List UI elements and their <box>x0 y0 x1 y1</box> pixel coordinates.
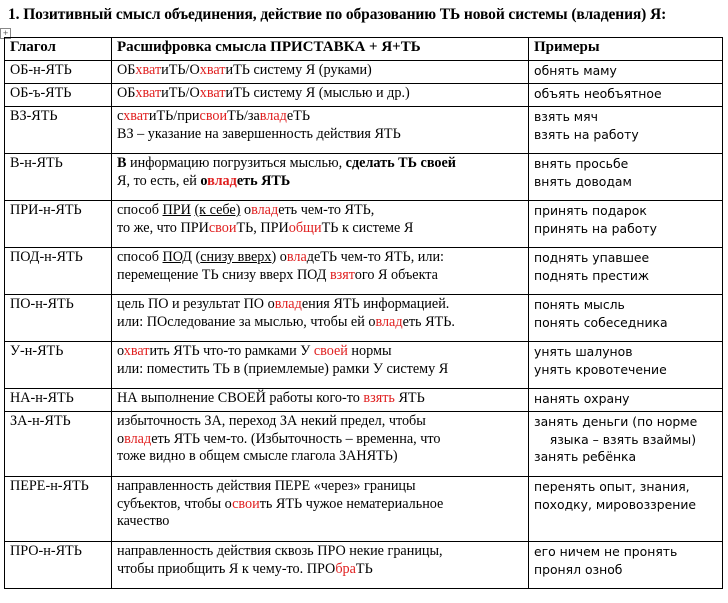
example-item: внять просьбе <box>534 156 629 171</box>
decoding-line <box>117 126 523 144</box>
text-segment: ) о <box>271 249 287 265</box>
decoding-cell <box>112 154 529 201</box>
example-item: нанять охрану <box>534 391 630 406</box>
text-segment: ить ЯТЬ что-то рамками У <box>149 343 314 359</box>
decoding-cell <box>112 295 529 342</box>
examples-cell <box>529 477 723 542</box>
text-segment: ОБ <box>117 62 136 78</box>
highlighted-root: влад <box>259 108 287 124</box>
text-segment: перемещение ТЬ снизу вверх ПОД <box>117 266 330 283</box>
decoding-line <box>117 478 523 496</box>
highlighted-root: влад <box>207 172 237 189</box>
highlighted-root: хват <box>199 85 226 101</box>
text-segment: , то есть, ей <box>126 172 201 189</box>
examples-cell <box>529 412 723 477</box>
examples-cell <box>529 542 723 589</box>
highlighted-root: свои <box>232 495 260 512</box>
decoding-cell <box>112 477 529 542</box>
verb-cell <box>5 412 112 477</box>
example-item: его ничем не пронять <box>534 544 678 559</box>
example-item: унять кровотечение <box>534 361 667 377</box>
verb-cell <box>5 154 112 201</box>
verb-label: ПРИ-н-ЯТЬ <box>10 202 82 218</box>
text-segment: ЯТЬ <box>394 390 425 406</box>
text-segment: цель ПО и результат ПО о <box>117 296 275 312</box>
example-item: принять на работу <box>534 220 657 236</box>
example-item: перенять опыт, знания, <box>534 479 690 494</box>
decoding-line <box>117 361 523 379</box>
decoding-line <box>117 343 523 361</box>
table-row <box>5 542 723 589</box>
decoding-cell <box>112 412 529 477</box>
decoding-cell <box>112 389 529 412</box>
examples-cell <box>529 61 723 84</box>
header-examples: Примеры <box>529 38 723 61</box>
verb-label: ПЕРЕ-н-ЯТЬ <box>10 478 89 494</box>
text-segment: ПРИ <box>162 202 191 218</box>
highlighted-root: влад <box>124 430 152 447</box>
decoding-line <box>117 448 523 466</box>
highlighted-root: бра <box>335 560 356 577</box>
decoding-line <box>117 173 523 191</box>
text-segment: способ <box>117 249 163 265</box>
text-segment: деТЬ чем-то ЯТЬ, или: <box>306 249 444 265</box>
verb-cell <box>5 295 112 342</box>
text-segment: о <box>240 202 252 218</box>
verb-cell <box>5 477 112 542</box>
examples-cell <box>529 389 723 412</box>
text-segment: ТЬ к системе Я <box>321 219 414 236</box>
verb-label: ПРО-н-ЯТЬ <box>10 543 82 559</box>
text-segment: ТЬ, ПРИ <box>236 219 289 236</box>
text-segment: направленность действия ПЕРЕ «через» границы <box>117 478 416 494</box>
table-row <box>5 412 723 477</box>
table-row <box>5 61 723 84</box>
text-segment: ТЬ/за <box>227 108 260 124</box>
text-segment: еТЬ <box>286 108 310 124</box>
text-segment: Я <box>117 172 127 189</box>
text-segment: ПОД <box>162 249 192 265</box>
text-segment: ого Я объекта <box>354 266 438 283</box>
example-item: унять шалунов <box>534 344 633 359</box>
highlighted-root: хват <box>123 343 150 359</box>
verb-label: У-н-ЯТЬ <box>10 343 64 359</box>
highlighted-root: свои <box>199 108 228 124</box>
verb-cell <box>5 61 112 84</box>
decoding-line <box>117 561 523 579</box>
verb-label: НА-н-ЯТЬ <box>10 390 74 406</box>
header-row <box>5 38 723 61</box>
text-segment: то же, что ПРИ <box>117 219 209 236</box>
text-segment: чтобы приобщить Я к чему-то. ПРО <box>117 560 336 577</box>
highlighted-root: своей <box>313 343 348 359</box>
decoding-cell <box>112 248 529 295</box>
decoding-line <box>117 155 523 173</box>
verb-cell <box>5 342 112 389</box>
table-row <box>5 84 723 107</box>
decoding-cell <box>112 342 529 389</box>
highlighted-root: вла <box>286 249 307 265</box>
table-row <box>5 154 723 201</box>
highlighted-root: хват <box>199 62 226 78</box>
example-item: внять доводам <box>534 173 632 189</box>
text-segment: о <box>200 172 208 189</box>
example-item: принять подарок <box>534 203 647 218</box>
text-segment: ВЗ – указание на завершенность действия ЯТЬ <box>117 125 401 142</box>
example-item: поднять престиж <box>534 267 650 283</box>
text-segment: (к себе) <box>194 202 241 218</box>
highlighted-root: влад <box>251 202 279 218</box>
text-segment: иТЬ систему Я (руками) <box>225 62 372 78</box>
verb-cell <box>5 542 112 589</box>
text-segment: иТЬ систему Я (мыслью и др.) <box>225 85 410 101</box>
decoding-line <box>117 296 523 314</box>
text-segment: иТЬ/О <box>161 85 200 101</box>
decoding-line <box>117 62 523 80</box>
decoding-cell <box>112 107 529 154</box>
text-segment: ТЬ <box>355 560 373 577</box>
text-segment: о <box>117 343 124 359</box>
decoding-line <box>117 85 523 103</box>
table-row <box>5 342 723 389</box>
decoding-line <box>117 543 523 561</box>
text-segment: способ <box>117 202 163 218</box>
verb-label: ОБ-н-ЯТЬ <box>10 62 72 78</box>
examples-cell <box>529 84 723 107</box>
example-item: языка – взять взаймы) <box>534 431 697 447</box>
decoding-cell <box>112 84 529 107</box>
verb-label: ЗА-н-ЯТЬ <box>10 413 71 429</box>
table-row <box>5 295 723 342</box>
decoding-line <box>117 413 523 431</box>
decoding-line <box>117 249 523 267</box>
decoding-cell <box>112 201 529 248</box>
highlighted-root: взят <box>329 266 355 283</box>
examples-cell <box>529 201 723 248</box>
highlighted-root: взять <box>363 390 395 406</box>
table-row <box>5 477 723 542</box>
highlighted-root: хват <box>135 85 162 101</box>
examples-cell <box>529 248 723 295</box>
highlighted-root: влад <box>274 296 302 312</box>
verb-cell <box>5 389 112 412</box>
decoding-cell <box>112 542 529 589</box>
text-segment: еть ЯТЬ чем-то. (Избыточность – временна, что <box>151 430 441 447</box>
examples-cell <box>529 154 723 201</box>
highlighted-root: влад <box>375 313 403 330</box>
text-segment: качество <box>117 513 170 529</box>
text-segment: иТЬ/при <box>148 108 200 124</box>
text-segment: или: ПОследование за мыслью, чтобы ей о <box>117 313 376 330</box>
text-segment: сделать ТЬ своей <box>345 155 456 171</box>
highlighted-root: хват <box>123 108 149 124</box>
text-segment: или: поместить ТЬ в (приемлемые) рамки У систему Я <box>117 360 449 377</box>
decoding-line <box>117 513 523 531</box>
example-item: обнять маму <box>534 63 617 78</box>
example-item: понять мысль <box>534 297 625 312</box>
example-item: занять деньги (по норме <box>534 414 698 429</box>
text-segment: еть ЯТЬ <box>236 172 291 189</box>
decoding-line <box>117 431 523 449</box>
section-title: 1. Позитивный смысл объединения, действие по образованию ТЬ новой системы (владения) Я: <box>8 6 667 23</box>
header-verb: Глагол <box>5 38 112 61</box>
decoding-line <box>117 390 523 408</box>
text-segment: иТЬ/О <box>161 62 200 78</box>
table-row <box>5 389 723 412</box>
table-row <box>5 201 723 248</box>
text-segment: информацию погрузиться мыслью, <box>126 155 346 171</box>
examples-cell <box>529 107 723 154</box>
table-move-handle-icon[interactable]: + <box>0 28 11 39</box>
text-segment: с <box>117 108 124 124</box>
text-segment: НА выполнение СВОЕЙ работы кого-то <box>117 390 364 406</box>
header-decoding: Расшифровка смысла ПРИСТАВКА + Я+ТЬ <box>112 38 529 61</box>
prefix-table <box>4 37 723 589</box>
highlighted-root: общи <box>288 219 322 236</box>
example-item: пронял озноб <box>534 561 623 577</box>
text-segment: ения ЯТЬ информацией. <box>301 296 450 312</box>
text-segment: избыточность ЗА, переход ЗА некий предел, чтобы <box>117 413 426 429</box>
example-item: объять необъятное <box>534 86 662 101</box>
verb-cell <box>5 84 112 107</box>
text-segment: ОБ <box>117 85 136 101</box>
example-item: понять собеседника <box>534 314 668 330</box>
decoding-line <box>117 220 523 238</box>
text-segment: направленность действия сквозь ПРО некие границы, <box>117 543 443 559</box>
text-segment: ( <box>191 249 201 265</box>
verb-label: ОБ-ъ-ЯТЬ <box>10 85 72 101</box>
decoding-line <box>117 202 523 220</box>
examples-cell <box>529 342 723 389</box>
decoding-line <box>117 496 523 514</box>
text-segment: снизу вверх <box>200 249 272 265</box>
verb-label: ПОД-н-ЯТЬ <box>10 249 83 265</box>
verb-cell <box>5 248 112 295</box>
table-row <box>5 107 723 154</box>
table-row <box>5 248 723 295</box>
verb-label: ПО-н-ЯТЬ <box>10 296 74 312</box>
example-item: занять ребёнка <box>534 449 637 464</box>
verb-label: В-н-ЯТЬ <box>10 155 63 171</box>
text-segment: нормы <box>347 343 392 359</box>
example-item: походку, мировоззрение <box>534 496 697 512</box>
verb-cell <box>5 107 112 154</box>
highlighted-root: хват <box>135 62 162 78</box>
text-segment: тоже видно в общем смысле глагола ЗАНЯТЬ) <box>117 448 398 464</box>
decoding-line <box>117 314 523 332</box>
decoding-line <box>117 267 523 285</box>
example-item: взять на работу <box>534 126 639 142</box>
verb-cell <box>5 201 112 248</box>
decoding-cell <box>112 61 529 84</box>
highlighted-root: свои <box>208 219 237 236</box>
decoding-line <box>117 108 523 126</box>
text-segment: В <box>117 155 127 171</box>
text-segment: о <box>117 430 125 447</box>
example-item: поднять упавшее <box>534 250 650 265</box>
verb-label: ВЗ-ЯТЬ <box>10 108 58 124</box>
examples-cell <box>529 295 723 342</box>
text-segment: еть ЯТЬ. <box>402 313 455 330</box>
example-item: взять мяч <box>534 109 598 124</box>
text-segment: еть чем-то ЯТЬ, <box>278 202 375 218</box>
text-segment: субъектов, чтобы о <box>117 495 233 512</box>
text-segment: ть ЯТЬ чужое нематериальное <box>259 495 444 512</box>
